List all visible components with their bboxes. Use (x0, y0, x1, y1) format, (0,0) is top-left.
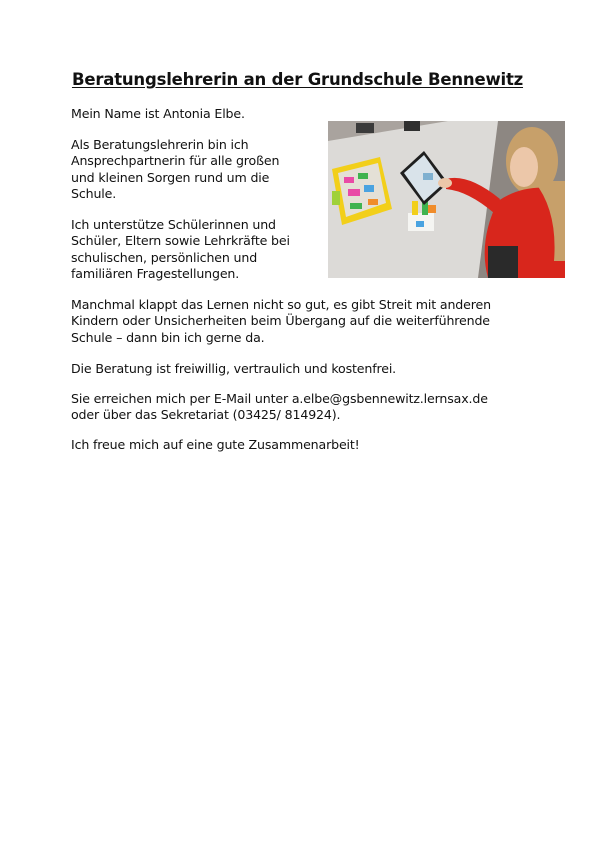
contact-line: oder über das Sekretariat (03425/ 814924). (71, 407, 341, 423)
intro-paragraph (71, 106, 245, 122)
closing-paragraph (71, 437, 360, 453)
teacher-photo (328, 121, 565, 278)
role-line: Ansprechpartnerin für alle großen (71, 153, 280, 169)
teacher-photo-illustration (328, 121, 565, 278)
conditions-line: Die Beratung ist freiwillig, vertraulich und kostenfrei. (71, 361, 397, 376)
page-title: Beratungslehrerin an der Grundschule Bennewitz (71, 70, 524, 89)
situations-line: Schule – dann bin ich gerne da. (71, 329, 265, 345)
role-line: Schule. (71, 186, 117, 202)
contact-paragraph (71, 391, 488, 424)
support-line: schulischen, persönlichen und (71, 249, 258, 265)
situations-line: Kindern oder Unsicherheiten beim Übergang auf die weiterführende (71, 313, 490, 329)
closing-line: Ich freue mich auf eine gute Zusammenarbeit! (71, 437, 360, 452)
role-paragraph (71, 137, 279, 203)
role-line: und kleinen Sorgen rund um die (71, 169, 270, 185)
support-line: familiären Fragestellungen. (71, 266, 240, 282)
support-paragraph (71, 217, 290, 283)
conditions-paragraph (71, 361, 396, 377)
situations-paragraph (71, 297, 491, 346)
role-line: Als Beratungslehrerin bin ich (71, 137, 249, 152)
contact-line: Sie erreichen mich per E-Mail unter a.elbe@gsbennewitz.lernsax.de (71, 391, 488, 406)
intro-line: Mein Name ist Antonia Elbe. (71, 106, 245, 121)
situations-line: Manchmal klappt das Lernen nicht so gut, es gibt Streit mit anderen (71, 297, 491, 312)
support-line: Schüler, Eltern sowie Lehrkräfte bei (71, 233, 290, 249)
support-line: Ich unterstütze Schülerinnen und (71, 217, 276, 232)
